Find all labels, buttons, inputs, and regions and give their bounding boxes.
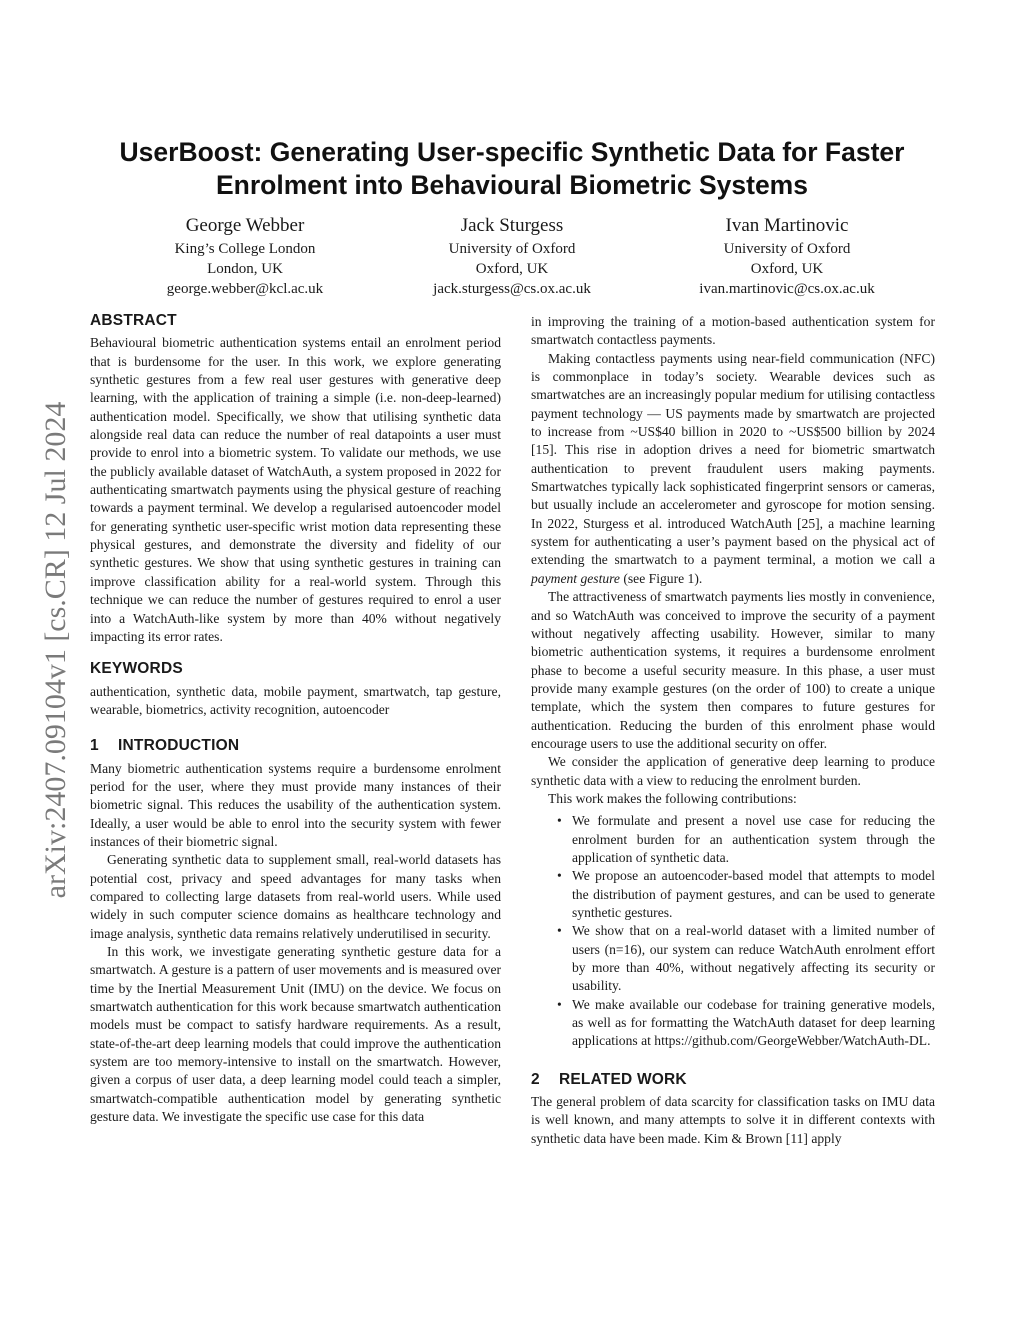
author-location: London, UK [207, 261, 283, 277]
paper-title-line-1: UserBoost: Generating User-specific Synthetic Data for Faster [119, 137, 905, 167]
paper-title-line-2: Enrolment into Behavioural Biometric Systems [216, 170, 808, 200]
author-affiliation: University of Oxford [723, 241, 851, 257]
related-work-paragraph-1: The general problem of data scarcity for classification tasks on IMU data is well known, and many attempts to solve it in different contexts with synthetic data have been made. Kim & Brown [11] apply [531, 1094, 935, 1146]
payment-gesture-term: payment gesture [531, 570, 620, 586]
author-name: Jack Sturgess [460, 215, 564, 236]
keywords-heading: KEYWORDS [90, 660, 183, 678]
intro-paragraph-1: Many biometric authentication systems require a burdensome enrolment period for the user, where they must provide many instances of their biometric signal. This reduces the usability of the authentication system. Ideally, a user would be able to enrol into the security system with fewer instances of their biometric signal. [90, 760, 501, 849]
intro-paragraph-6: We consider the application of generative deep learning to produce synthetic data with a view to reducing the enrolment burden. [531, 754, 935, 788]
author-affiliation: University of Oxford [448, 241, 576, 257]
author-email: ivan.martinovic@cs.ox.ac.uk [699, 281, 875, 297]
author-3 [662, 214, 912, 299]
list-item: • We show that on a real-world dataset with a limited number of users (n=16), our system can reduce WatchAuth enrolment effort by more than 40%, without negatively affecting its security or usability. [572, 922, 935, 995]
author-1 [120, 214, 370, 299]
author-name: George Webber [185, 215, 305, 236]
abstract-heading: ABSTRACT [90, 312, 177, 329]
list-item: • We propose an autoencoder-based model that attempts to model the distribution of payment gestures, and can be used to generate synthetic gestures. [572, 867, 935, 922]
author-2 [387, 214, 637, 299]
section-number: 1 [90, 737, 99, 755]
author-email: george.webber@kcl.ac.uk [166, 281, 324, 297]
arxiv-identifier-stamp: arXiv:2407.09104v1 [cs.CR] 12 Jul 2024 [39, 401, 72, 899]
intro-paragraph-7: This work makes the following contributions: [548, 790, 797, 806]
right-column [531, 313, 935, 1148]
contributions-list [531, 812, 935, 1050]
author-location: Oxford, UK [750, 261, 824, 277]
related-work-heading [531, 1071, 935, 1089]
abstract-text: Behavioural biometric authentication systems entail an enrolment period that is burdensome for the user. In this work, we explore generating synthetic gestures from a few real user gestures with generative deep learning, with the application of training a simple (i.e. non-deep-learned) authentication model. Specifically, we show that utilising synthetic data alongside real data can reduce the number of real datapoints a user must provide to enrol into a biometric system. To validate our methods, we use the publicly available dataset of WatchAuth, a system proposed in 2022 for authenticating smartwatch payments using the physical gesture of reaching towards a payment terminal. We develop a regularised autoencoder model for generating synthetic user-specific wrist motion data representing these physical gestures, and demonstrate the diversity and fidelity of our synthetic gestures. We show that using synthetic gestures in training can improve classification ability for a real-world system. Through this technique we can reduce the number of gestures required to enrol a user into a WatchAuth-like system by more than 40% without negatively impacting its error rates. [90, 335, 501, 644]
intro-paragraph-4: Making contactless payments using near-field communication (NFC) is commonplace in today’s society. Wearable devices such as smartwatches are an increasingly popular medium for utilising contactless payment technology — US payments made by smartwatch are projected to increase from ~US$40 billion in 2020 to ~US$500 billion by 2024 [15]. This rise in adoption drives a need for biometric smartwatch authentication to prevent fraudulent users making payments. Smartwatches typically lack sophisticated fingerprint sensors or cameras, but usually include an accelerometer and gyroscope for motion sensing. In 2022, Sturgess et al. introduced WatchAuth [25], a machine learning system for authenticating a user’s payment based on the physical act of extending the smartwatch to a payment terminal, a motion we call a payment gesture (see Figure 1). [531, 350, 935, 586]
keywords-text: authentication, synthetic data, mobile payment, smartwatch, tap gesture, wearable, biometrics, activity recognition, autoencoder [90, 683, 501, 717]
section-number: 2 [531, 1070, 540, 1088]
introduction-heading [90, 737, 501, 755]
section-title: RELATED WORK [559, 1070, 687, 1088]
intro-paragraph-3-continued: in improving the training of a motion-based authentication system for smartwatch contactless payments. [531, 314, 935, 348]
intro-paragraph-2: Generating synthetic data to supplement small, real-world datasets has potential cost, privacy and speed advantages for many tasks when compared to collecting large datasets from real-world users. While used widely in such computer science domains as healthcare technology and image analysis, synthetic data remains relatively underutilised in security. [90, 852, 501, 941]
intro-paragraph-5: The attractiveness of smartwatch payments lies mostly in convenience, and so WatchAuth was conceived to improve the security of a payment without negatively affecting usability. However, similar to many biometric authentication systems, it requires a burdensome enrolment phase to become a useful security measure. In this phase, a user must provide many example gestures (on the order of 100) to create a unique template, which the system then compares to future gestures for authentication. Reducing the burden of this enrolment phase would encourage users to use the additional security on offer. [531, 589, 935, 751]
intro-paragraph-3: In this work, we investigate generating synthetic gesture data for a smartwatch. A gesture is a pattern of user movements and is measured over time by the Inertial Measurement Unit (IMU) on the device. We focus on smartwatch authentication for this work because smartwatch authentication models must be compact to satisfy hardware requirements. As a result, state-of-the-art deep learning models that could improve the authentication system are too memory-intensive to install on the smartwatch. However, given a corpus of user data, a deep learning model could teach a simpler, smartwatch-compatible authentication model by generating synthetic gesture data. We investigate the specific use case for this data [90, 944, 501, 1125]
author-affiliation: King’s College London [174, 241, 316, 257]
author-name: Ivan Martinovic [725, 215, 849, 236]
author-location: Oxford, UK [475, 261, 549, 277]
left-column [90, 312, 501, 1126]
paper-title [90, 136, 934, 202]
section-title: INTRODUCTION [118, 737, 240, 755]
list-item: • We formulate and present a novel use case for reducing the enrolment burden for an authentication system through the application of synthetic data. [572, 812, 935, 867]
author-email: jack.sturgess@cs.ox.ac.uk [433, 281, 591, 297]
list-item: • We make available our codebase for training generative models, as well as for formatting the WatchAuth dataset for deep learning applications at https://github.com/GeorgeWebber/WatchAuth-DL. [572, 996, 935, 1051]
